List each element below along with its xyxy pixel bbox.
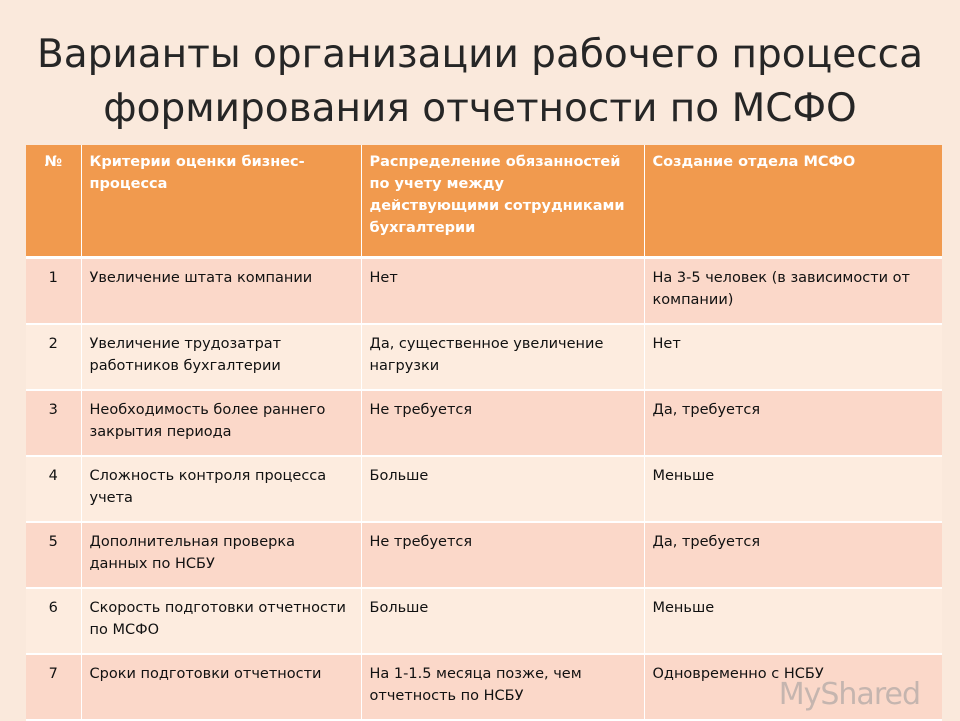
comparison-table: [26, 145, 942, 721]
row-criterion: Скорость подготовки отчетности по МСФО: [81, 588, 361, 654]
row-department-value: На 3-5 человек (в зависимости от компании): [644, 258, 942, 325]
row-number: 2: [26, 324, 81, 390]
header-distribution: Распределение обязанностей по учету между действующими сотрудниками бухгалтерии: [361, 145, 644, 258]
row-number: 1: [26, 258, 81, 325]
table-row: [26, 324, 942, 390]
row-number: 5: [26, 522, 81, 588]
row-number: 3: [26, 390, 81, 456]
row-number: 6: [26, 588, 81, 654]
row-department-value: Меньше: [644, 588, 942, 654]
row-department-value: Нет: [644, 324, 942, 390]
row-department-value: Одновременно с НСБУ: [644, 654, 942, 720]
table-row: [26, 390, 942, 456]
row-criterion: Необходимость более раннего закрытия периода: [81, 390, 361, 456]
row-criterion: Сложность контроля процесса учета: [81, 456, 361, 522]
row-distribution-value: Больше: [361, 588, 644, 654]
row-distribution-value: Не требуется: [361, 522, 644, 588]
row-number: 7: [26, 654, 81, 720]
row-number: 4: [26, 456, 81, 522]
table-row: [26, 456, 942, 522]
row-criterion: Дополнительная проверка данных по НСБУ: [81, 522, 361, 588]
row-criterion: Сроки подготовки отчетности: [81, 654, 361, 720]
row-department-value: Да, требуется: [644, 390, 942, 456]
table-row: [26, 588, 942, 654]
row-criterion: Увеличение трудозатрат работников бухгалтерии: [81, 324, 361, 390]
watermark-logo: MyShared: [778, 677, 920, 712]
row-distribution-value: Нет: [361, 258, 644, 325]
title-line-2: формирования отчетности по МСФО: [103, 86, 857, 131]
header-criteria: Критерии оценки бизнес-процесса: [81, 145, 361, 258]
row-distribution-value: Больше: [361, 456, 644, 522]
row-distribution-value: Не требуется: [361, 390, 644, 456]
row-department-value: Да, требуется: [644, 522, 942, 588]
row-department-value: Меньше: [644, 456, 942, 522]
row-distribution-value: Да, существенное увеличение нагрузки: [361, 324, 644, 390]
table-row: [26, 258, 942, 325]
table-row: [26, 522, 942, 588]
row-criterion: Увеличение штата компании: [81, 258, 361, 325]
slide-title: [0, 28, 960, 136]
header-number: №: [26, 145, 81, 258]
header-ifrs-department: Создание отдела МСФО: [644, 145, 942, 258]
table-header-row: [26, 145, 942, 258]
title-line-1: Варианты организации рабочего процесса: [37, 32, 923, 77]
row-distribution-value: На 1-1.5 месяца позже, чем отчетность по НСБУ: [361, 654, 644, 720]
